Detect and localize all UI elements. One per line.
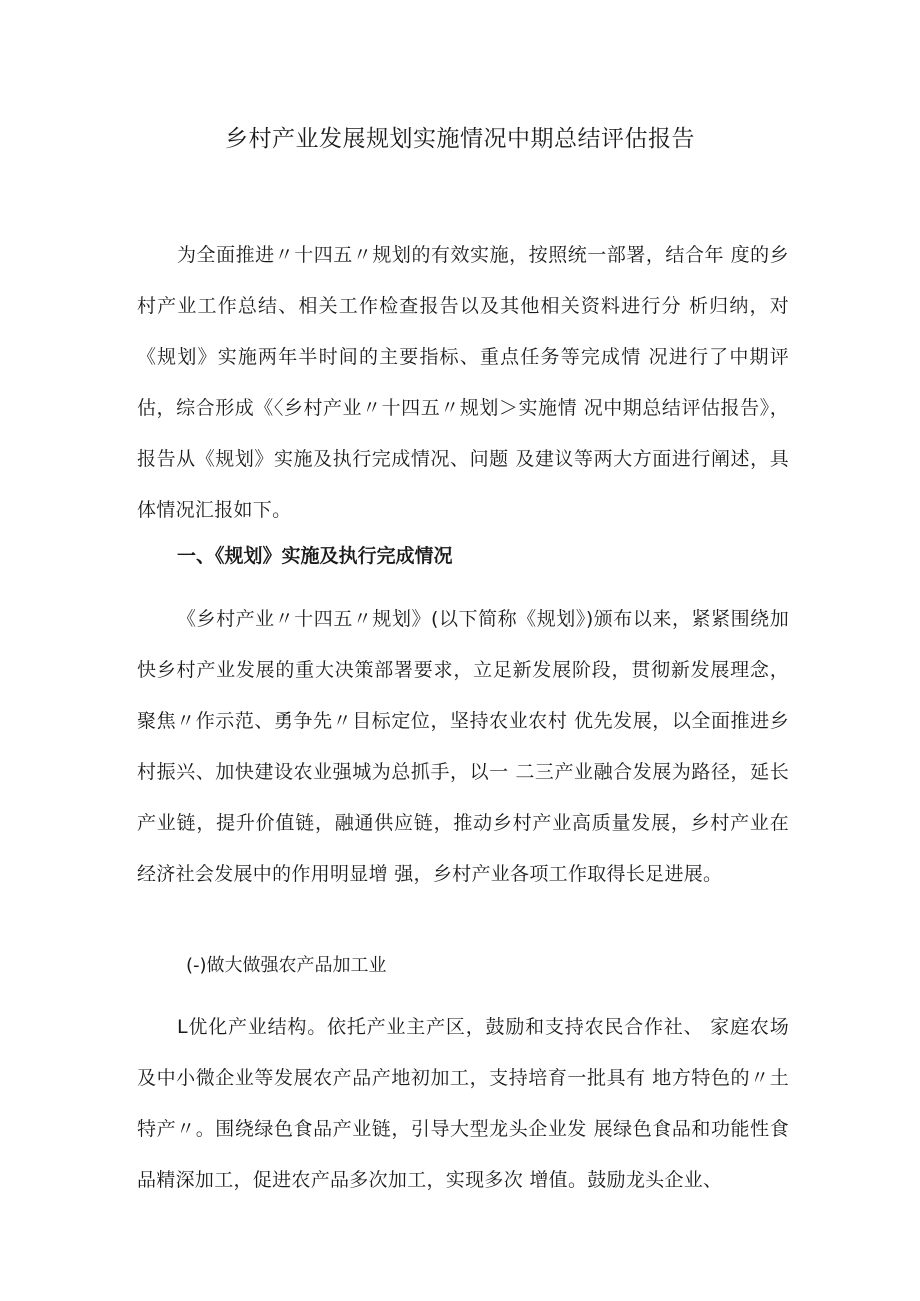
section-paragraph: 《乡村产业〃十四五〃规划》(以下简称《规划》)颁布以来，紧紧围绕加快乡村产业发展的重大决策部署要求，立足新发展阶段，贯彻新发展理念，聚焦〃作示范、勇争先〃目标定位，坚持农业农村 优先发展，以全面推进乡村振兴、加快建设农业强城为总抓手，以一 二三产业融合发展为路径，延长产业链，提升价值链，融通供应链，推动乡村产业高质量发展，乡村产业在经济社会发展中的作用明显增 强，乡村产业各项工作取得长足进展。 xyxy=(137,608,789,885)
intro-paragraph: 为全面推进〃十四五〃规划的有效实施，按照统一部署，结合年 度的乡村产业工作总结、相关工作检查报告以及其他相关资料进行分 析归纳，对《规划》实施两年半时间的主要指标、重点任务等完成情 况进行了中期评估，综合形成《〈乡村产业〃十四五〃规划＞实施情 况中期总结评估报告》，报告从《规划》实施及执行完成情况、问题 及建议等两大方面进行阐述，具体情况汇报如下。 xyxy=(137,244,789,521)
section-heading: 一、《规划》实施及执行完成情况 xyxy=(177,545,453,567)
document-title: 乡村产业发展规划实施情况中期总结评估报告 xyxy=(225,126,695,152)
subsection-heading: (-)做大做强农产品加工业 xyxy=(186,955,387,976)
subsection-paragraph: L优化产业结构。依托产业主产区，鼓励和支持农民合作社、 家庭农场及中小微企业等发展农产品产地初加工，支持培育一批具有 地方特色的〃土特产〃。围绕绿色食品产业链，引导大型龙头企业发 展绿色食品和功能性食品精深加工，促进农产品多次加工，实现多次 增值。鼓励龙头企业、 xyxy=(137,1016,789,1191)
